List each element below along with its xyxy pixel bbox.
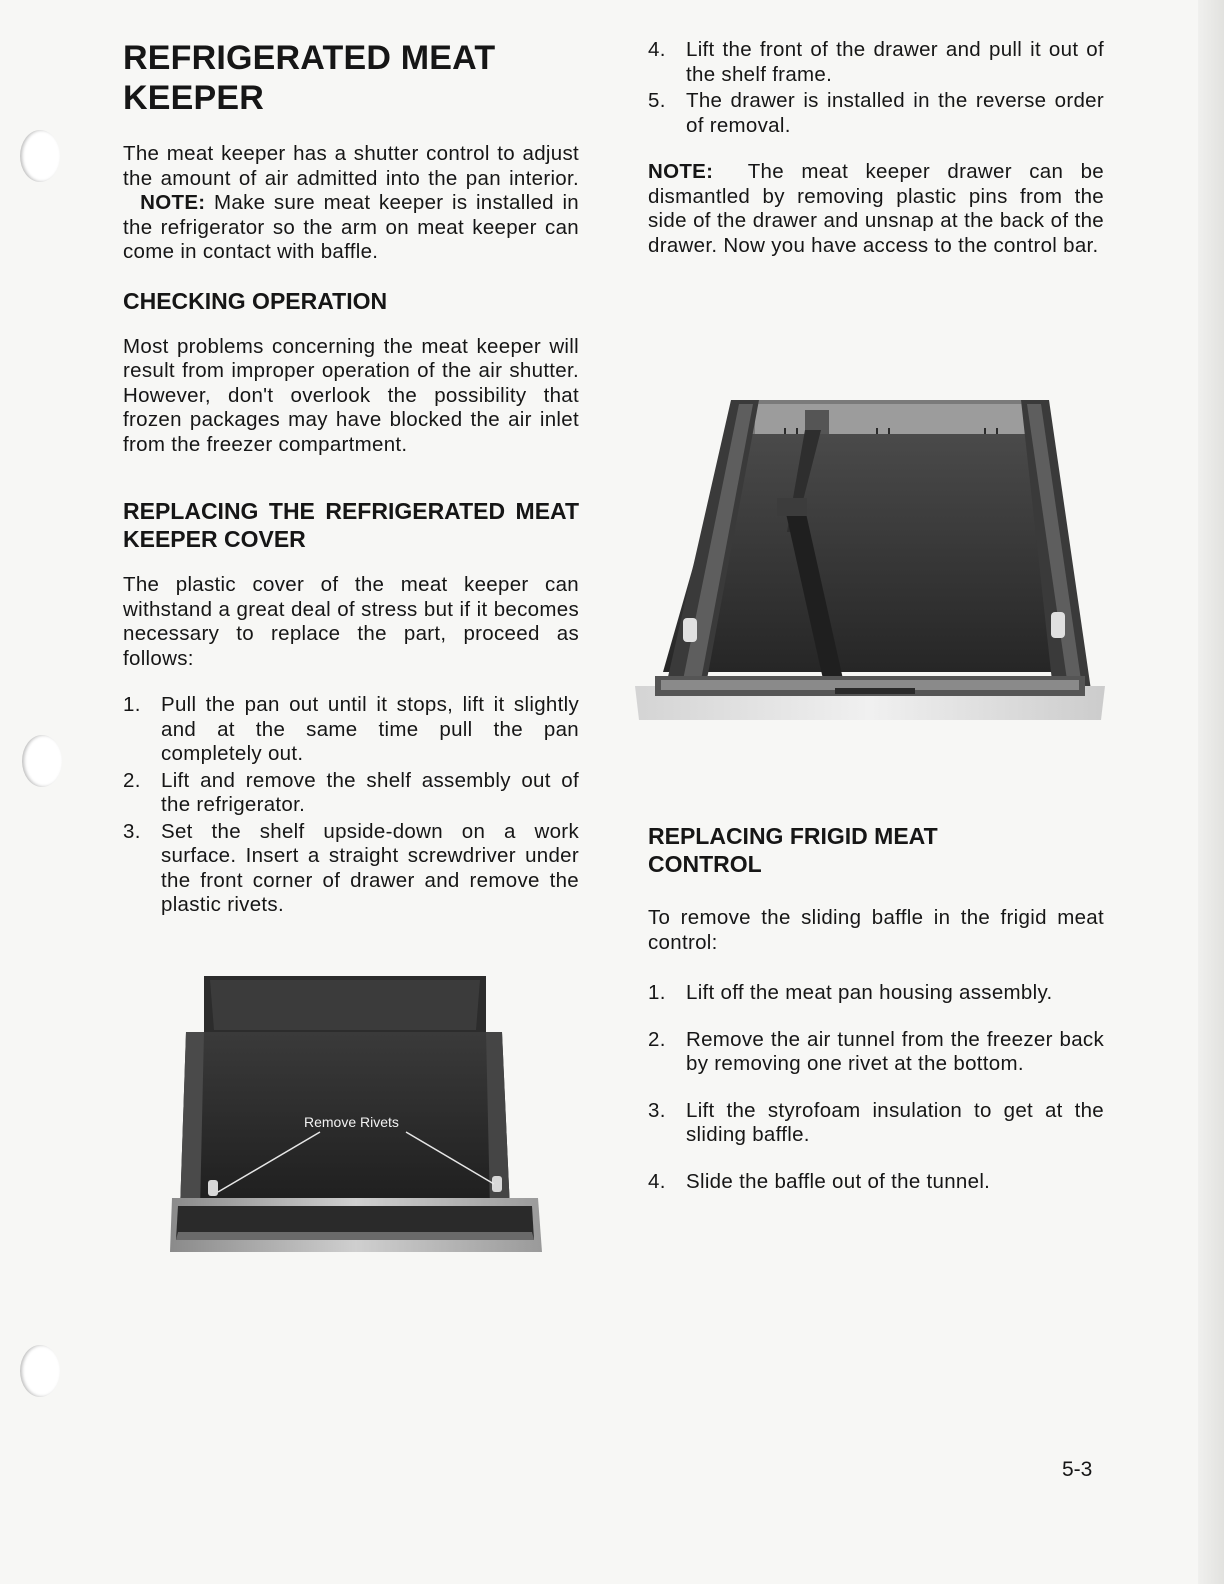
list-item: 3. Set the shelf upside-down on a work surface. Insert a straight screwdriver under the front corner of drawer and remove the plastic rivets. — [123, 819, 579, 916]
drawer-note-label: NOTE: — [648, 160, 714, 183]
replacing-cover-heading: REPLACING THE REFRIGERATED MEAT KEEPER COVER — [123, 498, 579, 552]
intro-text: The meat keeper has a shutter control to adjust the amount of air admitted into the pan interior. — [123, 142, 579, 190]
list-item: 3. Lift the styrofoam insulation to get at the sliding baffle. — [648, 1098, 1104, 1146]
drawer-note-paragraph — [648, 160, 1104, 258]
list-item: 4. Lift the front of the drawer and pull it out of the shelf frame. — [648, 38, 1104, 86]
rivet-left-icon — [208, 1180, 218, 1196]
frigid-meat-control-heading: REPLACING FRIGID MEAT CONTROL — [648, 823, 938, 877]
meat-keeper-photo — [170, 970, 544, 1262]
drawer-pin-right-icon — [1051, 612, 1065, 638]
frigid-meat-control-intro: To remove the sliding baffle in the frigid meat control: — [648, 906, 1104, 954]
list-item: 1. Pull the pan out until it stops, lift it slightly and at the same time pull the pan completely out. — [123, 693, 579, 765]
checking-operation-text: Most problems concerning the meat keeper will result from improper operation of the air shutter. However, don't overlook the possibility that frozen packages may have blocked the air inlet from the freezer compartment. — [123, 334, 579, 456]
cover-steps-list — [123, 693, 579, 918]
intro-paragraph — [123, 142, 579, 265]
binder-hole-middle — [22, 735, 62, 787]
remove-rivets-label: Remove Rivets — [304, 1114, 399, 1130]
drawer-frame-photo — [635, 390, 1105, 725]
meat-keeper-illustration — [170, 970, 544, 1262]
section-title: REFRIGERATED MEAT KEEPER — [123, 39, 496, 117]
list-item: 5. The drawer is installed in the reverse order of removal. — [648, 89, 1104, 137]
cover-steps-continued — [648, 38, 1104, 138]
binder-hole-bottom — [20, 1345, 60, 1397]
list-item: 1. Lift off the meat pan housing assembly. — [648, 981, 1053, 1004]
list-item: 2. Lift and remove the shelf assembly out of the refrigerator. — [123, 768, 579, 816]
page-number: 5-3 — [1062, 1458, 1093, 1481]
checking-operation-heading: CHECKING OPERATION — [123, 287, 388, 314]
list-item: 2. Remove the air tunnel from the freezer back by removing one rivet at the bottom. — [648, 1027, 1104, 1075]
replacing-cover-text: The plastic cover of the meat keeper can withstand a great deal of stress but if it becomes necessary to replace the part, proceed as follows: — [123, 573, 579, 670]
intro-note-label: NOTE: — [140, 191, 206, 214]
frigid-steps-list — [648, 981, 1104, 1194]
intro-note-text: Make sure meat keeper is installed in the refrigerator so the arm on meat keeper can come in contact with baffle. — [123, 191, 579, 263]
binder-hole-top — [20, 130, 60, 182]
drawer-note-text: The meat keeper drawer can be dismantled by removing plastic pins from the side of the drawer and unsnap at the back of the drawer. Now you have access to the control bar. — [648, 160, 1105, 257]
page-edge-shadow — [1198, 0, 1224, 1584]
list-item: 4. Slide the baffle out of the tunnel. — [648, 1169, 991, 1193]
left-column — [123, 38, 579, 938]
drawer-frame-illustration — [635, 390, 1105, 725]
drawer-pin-left-icon — [683, 618, 697, 642]
